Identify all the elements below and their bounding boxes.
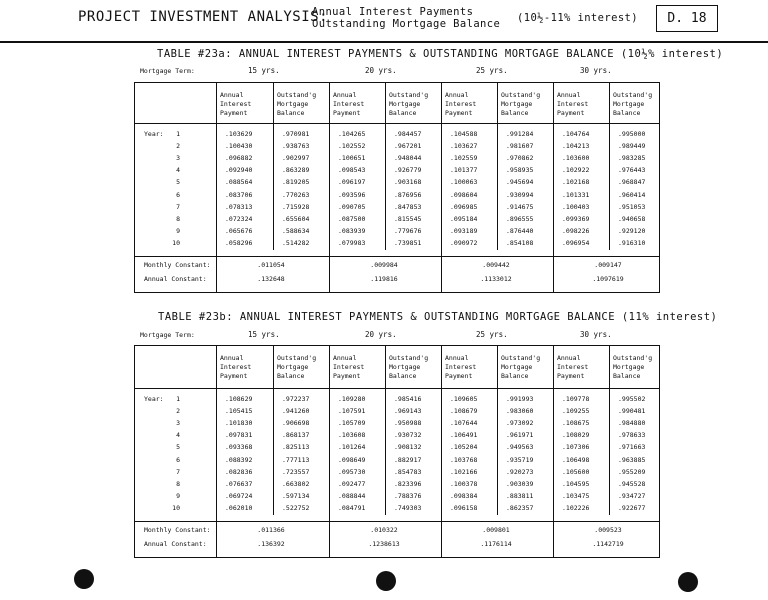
balance-cell: .930994 (506, 190, 534, 199)
summary-divider (135, 521, 659, 522)
interest-payment-cell: .099369 (562, 214, 590, 223)
balance-cell: .788376 (394, 491, 422, 500)
interest-payment-cell: .103600 (562, 154, 590, 163)
balance-cell: .938763 (282, 142, 310, 151)
interest-payment-cell: .107306 (562, 443, 590, 452)
interest-payment-cell: .104265 (338, 130, 366, 138)
balance-cell: .896555 (506, 214, 534, 223)
interest-payment-cell: .090705 (338, 202, 366, 211)
interest-payment-cell: .088564 (225, 178, 253, 187)
monthly-constant-value: .009442 (482, 261, 510, 269)
balance-cell: .967201 (394, 142, 422, 151)
year-number: 7 (176, 467, 180, 476)
interest-payment-cell: .096158 (450, 503, 478, 512)
interest-payment-cell: .105415 (225, 407, 253, 416)
balance-cell: .995000 (618, 130, 646, 138)
mortgage-term-value: 25 yrs. (476, 66, 508, 75)
balance-cell: .916310 (618, 238, 646, 247)
interest-payment-cell: .109605 (450, 395, 478, 403)
balance-cell: .723557 (282, 467, 310, 476)
annual-constant-value: .1238613 (368, 540, 400, 548)
annual-constant-value: .1097619 (592, 275, 624, 283)
binder-hole-center (376, 571, 396, 591)
subtitle-line-1: Annual Interest Payments (312, 6, 474, 18)
interest-payment-cell: .102226 (562, 503, 590, 512)
annual-constant-value: .1142719 (592, 540, 624, 548)
balance-cell: .522752 (282, 503, 310, 512)
balance-cell: .779676 (394, 226, 422, 235)
interest-payment-cell: .107591 (338, 407, 366, 416)
year-number: 9 (176, 491, 180, 500)
balance-cell: .961971 (506, 431, 534, 440)
annual-constant-label: Annual Constant: (144, 275, 207, 283)
balance-cell: .819205 (282, 178, 310, 187)
col-head-balance: Outstand'g Mortgage Balance (501, 354, 541, 380)
col-head-interest: Annual Interest Payment (220, 91, 252, 117)
interest-payment-cell: .102922 (562, 166, 590, 175)
mortgage-term-value: 20 yrs. (365, 66, 397, 75)
interest-payment-cell: .103768 (450, 455, 478, 464)
balance-cell: .970862 (506, 154, 534, 163)
binder-hole-right (678, 572, 698, 592)
balance-cell: .945694 (506, 178, 534, 187)
balance-cell: .906698 (282, 419, 310, 428)
interest-payment-cell: .105600 (562, 467, 590, 476)
interest-payment-cell: .104213 (562, 142, 590, 151)
interest-payment-cell: .103629 (225, 130, 253, 138)
year-number: 8 (176, 479, 180, 488)
balance-cell: .970981 (282, 130, 310, 138)
year-number: 4 (176, 431, 180, 440)
balance-cell: .863289 (282, 166, 310, 175)
balance-cell: .958935 (506, 166, 534, 175)
balance-cell: .983285 (618, 154, 646, 163)
interest-payment-cell: .100378 (450, 479, 478, 488)
year-number: 10 (172, 238, 180, 247)
annual-constant-label: Annual Constant: (144, 540, 207, 548)
interest-payment-cell: .103475 (562, 491, 590, 500)
interest-payment-cell: .084791 (338, 503, 366, 512)
mortgage-term-label: Mortgage Term: (140, 331, 195, 339)
monthly-constant-value: .009801 (482, 526, 510, 534)
monthly-constant-value: .009984 (370, 261, 398, 269)
interest-payment-cell: .109778 (562, 395, 590, 403)
balance-cell: .908132 (394, 443, 422, 452)
interest-payment-cell: .087500 (338, 214, 366, 223)
interest-payment-cell: .103627 (450, 142, 478, 151)
col-head-balance: Outstand'g Mortgage Balance (389, 354, 429, 380)
interest-payment-cell: .093368 (225, 443, 253, 452)
balance-cell: .770263 (282, 190, 310, 199)
interest-payment-cell: .079983 (338, 238, 366, 247)
interest-payment-cell: .096882 (225, 154, 253, 163)
monthly-constant-label: Monthly Constant: (144, 261, 211, 269)
document-title: PROJECT INVESTMENT ANALYSIS: (78, 9, 329, 25)
interest-payment-cell: .095730 (338, 467, 366, 476)
interest-payment-cell: .098649 (338, 455, 366, 464)
monthly-constant-value: .011366 (257, 526, 285, 534)
balance-cell: .968847 (618, 178, 646, 187)
interest-payment-cell: .096954 (562, 238, 590, 247)
balance-cell: .597134 (282, 491, 310, 500)
subcolumn-divider (609, 346, 610, 515)
col-head-interest: Annual Interest Payment (333, 91, 365, 117)
page-code-box (656, 5, 718, 32)
subtitle-line-2: Outstanding Mortgage Balance (312, 18, 501, 30)
interest-payment-cell: .100063 (450, 178, 478, 187)
interest-payment-cell: .100651 (338, 154, 366, 163)
year-label: Year: (144, 395, 164, 403)
interest-payment-cell: .104764 (562, 130, 590, 138)
interest-payment-cell: .095184 (450, 214, 478, 223)
balance-cell: .914675 (506, 202, 534, 211)
mortgage-term-value: 15 yrs. (248, 330, 280, 339)
balance-cell: .971663 (618, 443, 646, 452)
balance-cell: .981607 (506, 142, 534, 151)
balance-cell: .991993 (506, 395, 534, 403)
subcolumn-divider (497, 346, 498, 515)
interest-payment-cell: .104595 (562, 479, 590, 488)
interest-payment-cell: .101331 (562, 190, 590, 199)
interest-rate-range: (10½-11% interest) (517, 12, 638, 24)
interest-payment-cell: .072324 (225, 214, 253, 223)
interest-payment-cell: .109280 (338, 395, 366, 403)
balance-cell: .902997 (282, 154, 310, 163)
interest-payment-cell: .098226 (562, 226, 590, 235)
year-number: 7 (176, 202, 180, 211)
interest-payment-cell: .090972 (450, 238, 478, 247)
interest-payment-cell: .098384 (450, 491, 478, 500)
balance-cell: .739851 (394, 238, 422, 247)
balance-cell: .514282 (282, 238, 310, 247)
interest-payment-cell: .093189 (450, 226, 478, 235)
balance-cell: .588634 (282, 226, 310, 235)
year-number: 5 (176, 178, 180, 187)
col-head-interest: Annual Interest Payment (333, 354, 365, 380)
subcolumn-divider (273, 83, 274, 250)
balance-cell: .995502 (618, 395, 646, 403)
year-number: 1 (176, 395, 180, 403)
interest-payment-cell: .106491 (450, 431, 478, 440)
interest-payment-cell: .102559 (450, 154, 478, 163)
col-head-interest: Annual Interest Payment (557, 91, 589, 117)
subcolumn-divider (609, 83, 610, 250)
mortgage-term-label: Mortgage Term: (140, 67, 195, 75)
interest-payment-cell: .108679 (450, 407, 478, 416)
interest-payment-cell: .105204 (450, 443, 478, 452)
balance-cell: .948044 (394, 154, 422, 163)
balance-cell: .983060 (506, 407, 534, 416)
col-head-balance: Outstand'g Mortgage Balance (613, 354, 653, 380)
interest-payment-cell: .092940 (225, 166, 253, 175)
year-number: 3 (176, 419, 180, 428)
balance-cell: .825113 (282, 443, 310, 452)
balance-cell: .868137 (282, 431, 310, 440)
interest-payment-cell: .076637 (225, 479, 253, 488)
balance-cell: .990481 (618, 407, 646, 416)
balance-cell: .823396 (394, 479, 422, 488)
table-title: TABLE #23b: ANNUAL INTEREST PAYMENTS & OUTSTANDING MORTGAGE BALANCE (11% interest) (158, 311, 718, 323)
balance-cell: .926779 (394, 166, 422, 175)
mortgage-term-value: 25 yrs. (476, 330, 508, 339)
year-number: 10 (172, 503, 180, 512)
balance-cell: .876440 (506, 226, 534, 235)
balance-cell: .854108 (506, 238, 534, 247)
interest-payment-cell: .108629 (225, 395, 253, 403)
col-head-interest: Annual Interest Payment (445, 354, 477, 380)
interest-payment-cell: .101830 (225, 419, 253, 428)
mortgage-term-value: 30 yrs. (580, 66, 612, 75)
annual-constant-value: .136392 (257, 540, 285, 548)
balance-cell: .941260 (282, 407, 310, 416)
balance-cell: .882917 (394, 455, 422, 464)
subcolumn-divider (385, 346, 386, 515)
annual-constant-value: .132648 (257, 275, 285, 283)
annual-constant-value: .1176114 (480, 540, 512, 548)
balance-cell: .847853 (394, 202, 422, 211)
balance-cell: .955209 (618, 467, 646, 476)
year-label: Year: (144, 130, 164, 138)
balance-cell: .922677 (618, 503, 646, 512)
balance-cell: .862357 (506, 503, 534, 512)
interest-payment-cell: .102166 (450, 467, 478, 476)
balance-cell: .945528 (618, 479, 646, 488)
interest-payment-cell: .102552 (338, 142, 366, 151)
balance-cell: .883811 (506, 491, 534, 500)
balance-cell: .973092 (506, 419, 534, 428)
year-number: 6 (176, 455, 180, 464)
interest-payment-cell: .083706 (225, 190, 253, 199)
binder-hole-left (74, 569, 94, 589)
col-head-balance: Outstand'g Mortgage Balance (277, 354, 317, 380)
balance-cell: .951053 (618, 202, 646, 211)
interest-payment-cell: .100430 (225, 142, 253, 151)
interest-payment-cell: .065676 (225, 226, 253, 235)
interest-payment-cell: .069724 (225, 491, 253, 500)
balance-cell: .985416 (394, 395, 422, 403)
document-subtitle (312, 6, 500, 30)
year-number: 6 (176, 190, 180, 199)
col-head-balance: Outstand'g Mortgage Balance (501, 91, 541, 117)
balance-cell: .991284 (506, 130, 534, 138)
balance-cell: .920273 (506, 467, 534, 476)
interest-payment-cell: .062010 (225, 503, 253, 512)
header-rule (0, 41, 768, 43)
interest-payment-cell: .096197 (338, 178, 366, 187)
col-head-interest: Annual Interest Payment (557, 354, 589, 380)
balance-cell: .876956 (394, 190, 422, 199)
balance-cell: .815545 (394, 214, 422, 223)
interest-payment-cell: .100403 (562, 202, 590, 211)
header-divider (135, 123, 659, 124)
interest-payment-cell: .103608 (338, 431, 366, 440)
interest-payment-cell: .098604 (450, 190, 478, 199)
balance-cell: .984880 (618, 419, 646, 428)
mortgage-term-value: 30 yrs. (580, 330, 612, 339)
year-number: 9 (176, 226, 180, 235)
balance-cell: .949563 (506, 443, 534, 452)
col-head-balance: Outstand'g Mortgage Balance (277, 91, 317, 117)
year-number: 2 (176, 142, 180, 151)
annual-constant-value: .119816 (370, 275, 398, 283)
subcolumn-divider (497, 83, 498, 250)
interest-payment-cell: .092477 (338, 479, 366, 488)
interest-payment-cell: .106498 (562, 455, 590, 464)
balance-cell: .984457 (394, 130, 422, 138)
balance-cell: .903039 (506, 479, 534, 488)
subcolumn-divider (273, 346, 274, 515)
interest-payment-cell: .102168 (562, 178, 590, 187)
interest-payment-cell: .107644 (450, 419, 478, 428)
balance-cell: .749303 (394, 503, 422, 512)
interest-payment-cell: .101264 (338, 443, 366, 452)
page-code: D. 18 (667, 11, 707, 26)
annual-constant-value: .1133012 (480, 275, 512, 283)
interest-payment-cell: .105709 (338, 419, 366, 428)
balance-cell: .978633 (618, 431, 646, 440)
interest-payment-cell: .088392 (225, 455, 253, 464)
interest-payment-cell: .108675 (562, 419, 590, 428)
balance-cell: .903168 (394, 178, 422, 187)
balance-cell: .940658 (618, 214, 646, 223)
balance-cell: .963885 (618, 455, 646, 464)
balance-cell: .934727 (618, 491, 646, 500)
col-head-balance: Outstand'g Mortgage Balance (613, 91, 653, 117)
balance-cell: .972237 (282, 395, 310, 403)
interest-payment-cell: .083939 (338, 226, 366, 235)
balance-cell: .960414 (618, 190, 646, 199)
monthly-constant-value: .011054 (257, 261, 285, 269)
balance-cell: .777113 (282, 455, 310, 464)
year-number: 8 (176, 214, 180, 223)
interest-payment-cell: .096985 (450, 202, 478, 211)
summary-divider (135, 256, 659, 257)
monthly-constant-value: .009147 (594, 261, 622, 269)
interest-payment-cell: .108029 (562, 431, 590, 440)
balance-cell: .854783 (394, 467, 422, 476)
mortgage-term-value: 15 yrs. (248, 66, 280, 75)
mortgage-term-value: 20 yrs. (365, 330, 397, 339)
subcolumn-divider (385, 83, 386, 250)
interest-payment-cell: .104588 (450, 130, 478, 138)
interest-payment-cell: .098543 (338, 166, 366, 175)
col-head-interest: Annual Interest Payment (445, 91, 477, 117)
table-title: TABLE #23a: ANNUAL INTEREST PAYMENTS & OUTSTANDING MORTGAGE BALANCE (10½% interest) (157, 48, 724, 60)
interest-payment-cell: .093596 (338, 190, 366, 199)
interest-payment-cell: .058296 (225, 238, 253, 247)
year-number: 5 (176, 443, 180, 452)
year-number: 4 (176, 166, 180, 175)
balance-cell: .655604 (282, 214, 310, 223)
col-head-balance: Outstand'g Mortgage Balance (389, 91, 429, 117)
header-divider (135, 388, 659, 389)
year-number: 1 (176, 130, 180, 138)
balance-cell: .969143 (394, 407, 422, 416)
balance-cell: .976443 (618, 166, 646, 175)
interest-payment-cell: .097831 (225, 431, 253, 440)
balance-cell: .663802 (282, 479, 310, 488)
balance-cell: .950988 (394, 419, 422, 428)
balance-cell: .989449 (618, 142, 646, 151)
interest-payment-cell: .101377 (450, 166, 478, 175)
balance-cell: .935719 (506, 455, 534, 464)
interest-payment-cell: .088844 (338, 491, 366, 500)
balance-cell: .929120 (618, 226, 646, 235)
monthly-constant-label: Monthly Constant: (144, 526, 211, 534)
monthly-constant-value: .009523 (594, 526, 622, 534)
balance-cell: .715928 (282, 202, 310, 211)
interest-payment-cell: .082836 (225, 467, 253, 476)
col-head-interest: Annual Interest Payment (220, 354, 252, 380)
year-number: 3 (176, 154, 180, 163)
monthly-constant-value: .010322 (370, 526, 398, 534)
year-number: 2 (176, 407, 180, 416)
interest-payment-cell: .078313 (225, 202, 253, 211)
interest-payment-cell: .109255 (562, 407, 590, 416)
balance-cell: .930732 (394, 431, 422, 440)
